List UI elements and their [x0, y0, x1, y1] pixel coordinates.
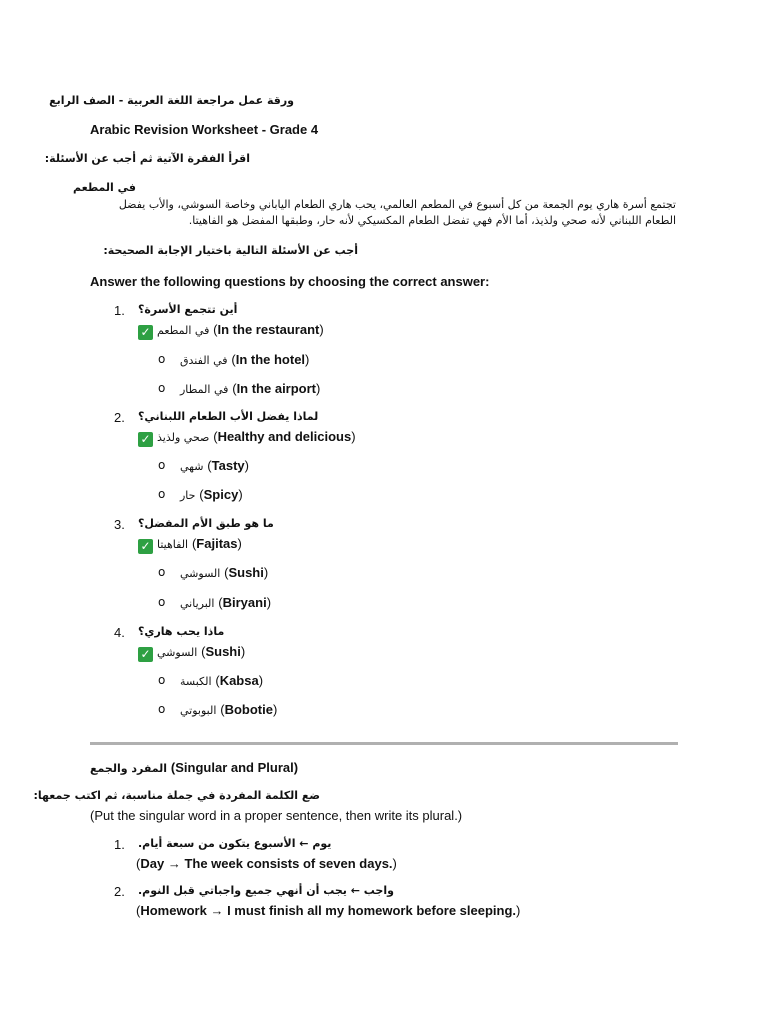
answer-option: في المطار (In the airport) [180, 381, 321, 396]
section2-instruction-arabic: ضع الكلمة المفردة في جملة مناسبة، ثم اكتب جمعها: [33, 789, 320, 802]
item-number: 2. [114, 884, 125, 899]
answer-option: في الفندق (In the hotel) [180, 352, 310, 367]
bullet-icon: o [158, 381, 166, 395]
answer-english: Sushi [205, 644, 241, 659]
answer-english: Healthy and delicious [217, 429, 352, 444]
answer-english: Fajitas [196, 536, 238, 551]
bullet-icon: o [158, 352, 166, 366]
item-number: 1. [114, 837, 125, 852]
choose-instruction-arabic: أجب عن الأسئلة التالية باختيار الإجابة الصحيحة: [103, 244, 358, 257]
answer-option: البوبوتي (Bobotie) [180, 702, 278, 717]
arrow-icon: → [210, 903, 224, 918]
item-english: (Day → The week consists of seven days.) [136, 856, 397, 871]
checkmark-icon: ✓ [138, 539, 153, 554]
item-arabic: يوم ← الأسبوع يتكون من سبعة أيام. [138, 837, 332, 850]
answer-english: Spicy [203, 487, 239, 502]
answer-arabic: السوشي [157, 646, 198, 659]
answer-english: Tasty [211, 458, 245, 473]
item-english: (Homework → I must finish all my homework before sleeping.) [136, 903, 521, 918]
correct-answer: ✓ الفاهيتا (Fajitas) [138, 536, 242, 554]
passage-text: تجتمع أسرة هاري يوم الجمعة من كل أسبوع في المطعم العالمي، يحب هاري الطعام الياباني وخاصة السوشي، والأب يفضل الطعام اللبناني لأنه صحي ولذيذ، أما الأم فهي تفضل الطعام المكسيكي لأنه حار، وطبقها المفضل هو الفاهيتا. [118, 198, 676, 227]
section2-title-english: Singular and Plural [175, 760, 294, 775]
bullet-icon: o [158, 673, 166, 687]
answer-english: In the airport [236, 381, 317, 396]
answer-option: شهي (Tasty) [180, 458, 249, 473]
answer-arabic: الفاهيتا [157, 538, 189, 551]
checkmark-icon: ✓ [138, 647, 153, 662]
item-sentence: I must finish all my homework before sleeping. [227, 903, 517, 918]
answer-english: Sushi [228, 565, 264, 580]
answer-arabic: شهي [180, 460, 204, 473]
correct-answer: ✓ السوشي (Sushi) [138, 644, 245, 662]
question-text: أين تتجمع الأسرة؟ [138, 303, 238, 316]
item-sentence: The week consists of seven days. [184, 856, 393, 871]
bullet-icon: o [158, 458, 166, 472]
answer-arabic: السوشي [180, 567, 221, 580]
correct-answer: ✓ صحي ولذيذ (Healthy and delicious) [138, 429, 356, 447]
item-word: Day [140, 856, 165, 871]
answer-option: البرياني (Biryani) [180, 595, 272, 610]
bullet-icon: o [158, 487, 166, 501]
title-arabic: ورقة عمل مراجعة اللغة العربية - الصف الرابع [49, 94, 294, 107]
question-number: 2. [114, 410, 125, 425]
answer-arabic: في الفندق [180, 354, 228, 367]
answer-arabic: حار [180, 489, 196, 502]
answer-arabic: في المطار [180, 383, 229, 396]
section2-title: المفرد والجمع (Singular and Plural) [90, 760, 299, 775]
bullet-icon: o [158, 595, 166, 609]
bullet-icon: o [158, 565, 166, 579]
question-text: لماذا يفضل الأب الطعام اللبناني؟ [138, 410, 319, 423]
item-word: Homework [140, 903, 207, 918]
question-text: ما هو طبق الأم المفضل؟ [138, 517, 274, 530]
answer-arabic: البرياني [180, 597, 215, 610]
answer-english: Biryani [222, 595, 267, 610]
bullet-icon: o [158, 702, 166, 716]
section2-title-arabic: المفرد والجمع [90, 762, 168, 775]
answer-option: الكبسة (Kabsa) [180, 673, 264, 688]
title-english: Arabic Revision Worksheet - Grade 4 [90, 122, 319, 137]
answer-english: Bobotie [224, 702, 273, 717]
answer-english: In the restaurant [217, 322, 320, 337]
answer-arabic: في المطعم [157, 324, 210, 337]
passage-title: في المطعم [73, 181, 136, 194]
answer-english: Kabsa [219, 673, 259, 688]
answer-option: السوشي (Sushi) [180, 565, 269, 580]
arrow-icon: → [167, 856, 181, 871]
section-divider [90, 742, 678, 745]
answer-arabic: البوبوتي [180, 704, 217, 717]
answer-option: حار (Spicy) [180, 487, 243, 502]
correct-answer: ✓ في المطعم (In the restaurant) [138, 322, 324, 340]
answer-arabic: الكبسة [180, 675, 212, 688]
question-number: 4. [114, 625, 125, 640]
question-number: 1. [114, 303, 125, 318]
section2-instruction-english: (Put the singular word in a proper sentence, then write its plural.) [90, 808, 463, 823]
question-text: ماذا يحب هاري؟ [138, 625, 225, 638]
choose-instruction-english: Answer the following questions by choosing the correct answer: [90, 274, 490, 289]
item-arabic: واجب ← يجب أن أنهي جميع واجباتي قبل النوم. [138, 884, 394, 897]
question-number: 3. [114, 517, 125, 532]
answer-english: In the hotel [235, 352, 306, 367]
checkmark-icon: ✓ [138, 432, 153, 447]
answer-arabic: صحي ولذيذ [157, 431, 210, 444]
checkmark-icon: ✓ [138, 325, 153, 340]
read-instruction: اقرأ الفقرة الآتية ثم أجب عن الأسئلة: [44, 152, 250, 165]
